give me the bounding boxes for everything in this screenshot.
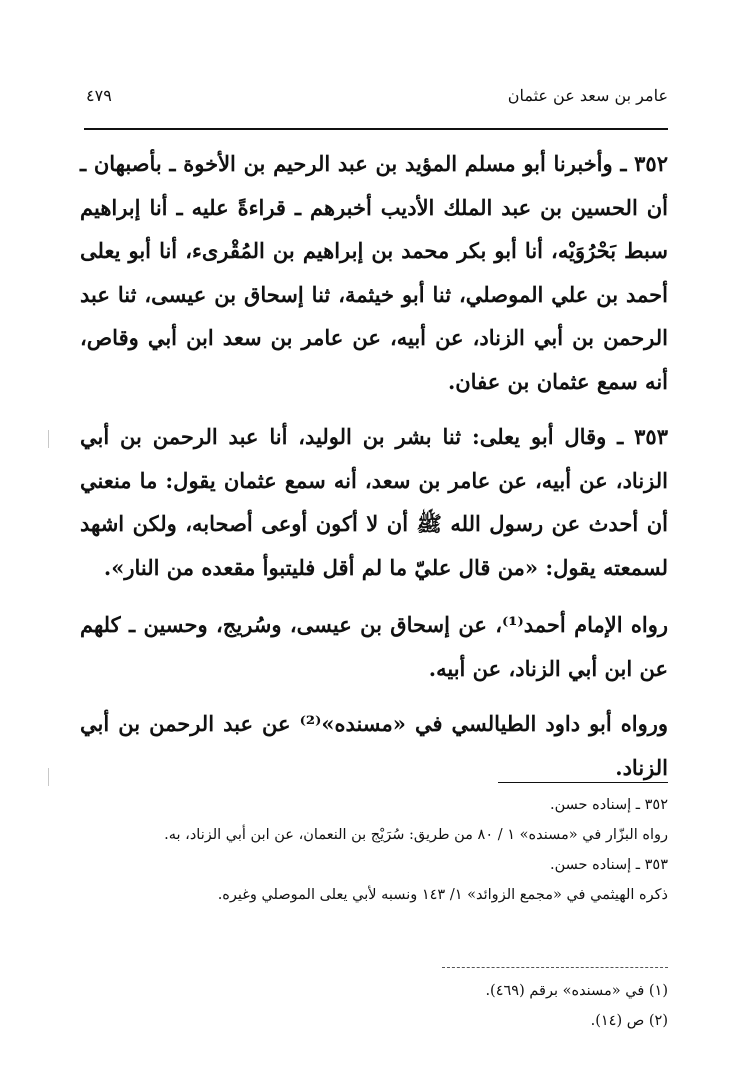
- notes-divider: [498, 782, 668, 783]
- header-divider: [84, 128, 668, 130]
- narration-ahmad-paragraph: رواه الإمام أحمد⁽¹⁾، عن إسحاق بن عيسى، وسُريج، وحسين ـ كلهم عن ابن أبي الزناد، عن أبيه.: [80, 612, 669, 681]
- margin-mark: [48, 768, 49, 786]
- editor-notes: [84, 790, 668, 910]
- page-number: ٤٧٩: [86, 86, 112, 105]
- running-header-title: عامر بن سعد عن عثمان: [507, 86, 668, 105]
- footnotes-divider: [442, 967, 668, 968]
- hadith-352-paragraph: ٣٥٢ ـ وأخبرنا أبو مسلم المؤيد بن عبد الرحيم بن الأخوة ـ بأصبهان ـ أن الحسين بن عبد الملك الأديب أخبرهم ـ قراءةً عليه ـ أنا إبراهيم سبط بَحْرُوَيْه، أنا أبو بكر محمد بن إبراهيم بن المُقْرىء، أنا أبو يعلى أحمد بن علي الموصلي، ثنا أبو خيثمة، ثنا إسحاق بن عيسى، ثنا عبد الرحمن بن أبي الزناد، عن أبيه، عن عامر بن سعد ابن أبي وقاص، أنه سمع عثمان بن عفان.: [80, 151, 668, 394]
- note-352-grade: ٣٥٢ ـ إسناده حسن.: [549, 797, 668, 813]
- margin-mark: [48, 430, 49, 448]
- footnote-2: (٢) ص (١٤).: [590, 1013, 668, 1029]
- footnote-1: (١) في «مسنده» برقم (٤٦٩).: [485, 983, 668, 999]
- footnotes: [84, 976, 668, 1036]
- hadith-353-paragraph: ٣٥٣ ـ وقال أبو يعلى: ثنا بشر بن الوليد، أنا عبد الرحمن بن أبي الزناد، عن أبيه، عن عامر بن سعد، أنه سمع عثمان يقول: ما منعني أن أحدث عن رسول الله ﷺ أن لا أكون أوعى أصحابه، ولكن اشهد لسمعته يقول: «من قال عليّ ما لم أقل فليتبوأ مقعده من النار».: [80, 424, 668, 580]
- note-353-grade: ٣٥٣ ـ إسناده حسن.: [549, 857, 668, 873]
- note-352-source: رواه البزّار في «مسنده» ١ / ٨٠ من طريق: سُرَيْج بن النعمان، عن ابن أبي الزناد، به.: [164, 827, 668, 843]
- main-text: [80, 142, 668, 803]
- note-353-source: ذكره الهيثمي في «مجمع الزوائد» ١/ ١٤٣ ونسبه لأبي يعلى الموصلي وغيره.: [217, 887, 668, 903]
- narration-tayalisi-paragraph: ورواه أبو داود الطيالسي في «مسنده»⁽²⁾ عن عبد الرحمن بن أبي الزناد.: [80, 711, 668, 780]
